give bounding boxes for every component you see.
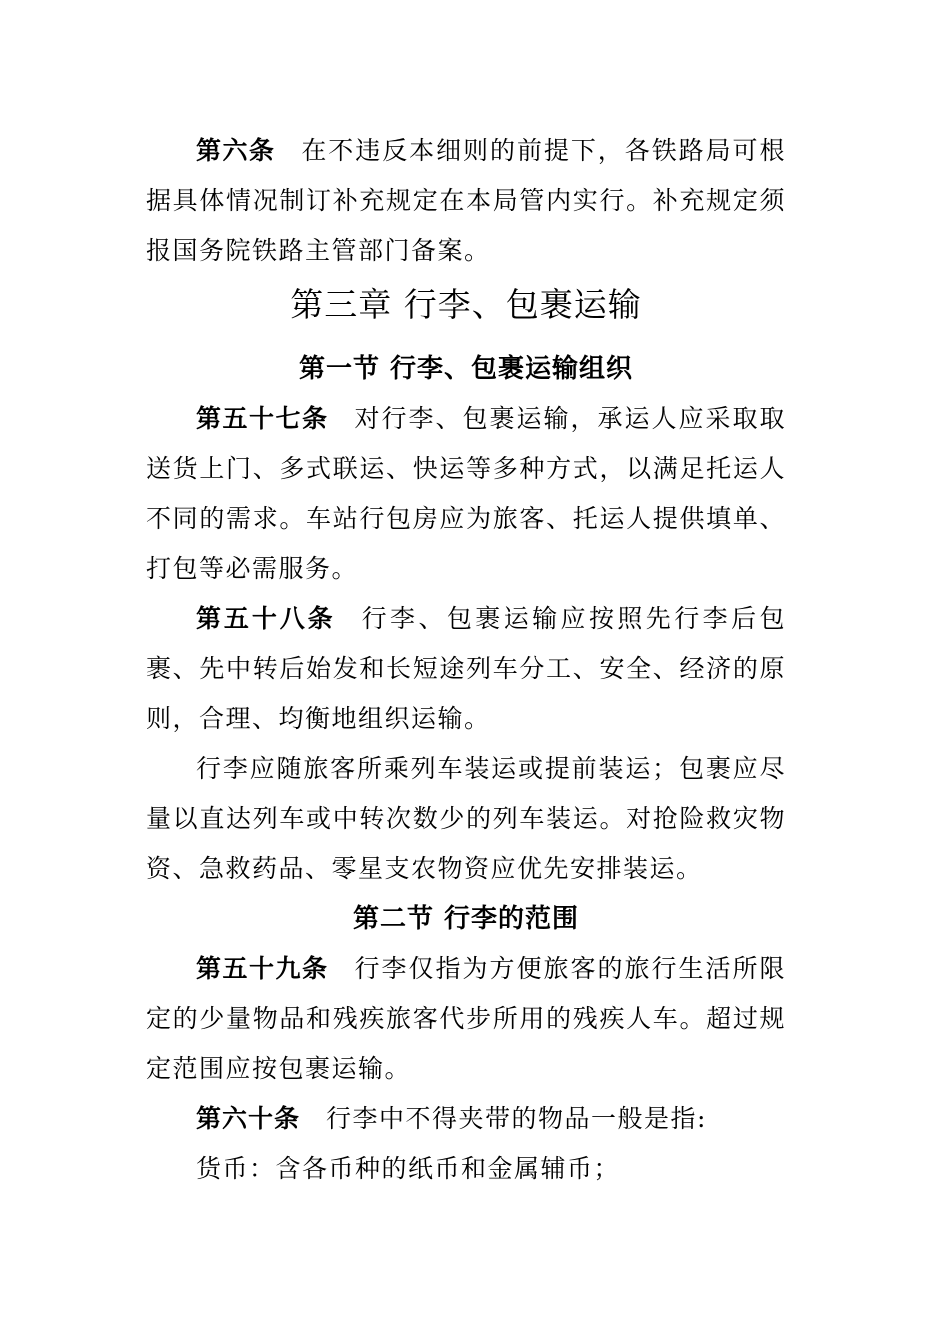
article-58-paragraph-2: 行李应随旅客所乘列车装运或提前装运；包裹应尽量以直达列车或中转次数少的列车装运。对抢险救灾物资、急救药品、零星支农物资应优先安排装运。 — [146, 754, 786, 883]
article-number: 第六条 — [196, 136, 276, 165]
article-text: 行李、包裹运输应按照先行李后包裹、先中转后始发和长短途列车分工、安全、经济的原则，合理、均衡地组织运输。 — [146, 604, 786, 733]
article-number: 第六十条 — [196, 1104, 301, 1133]
article-text: 行李仅指为方便旅客的旅行生活所限定的少量物品和残疾旅客代步所用的残疾人车。超过规定范围应按包裹运输。 — [146, 954, 786, 1083]
article-60-item-1: 货币：含各币种的纸币和金属辅币； — [196, 1154, 621, 1183]
article-text: 对行李、包裹运输，承运人应采取取送货上门、多式联运、快运等多种方式，以满足托运人不同的需求。车站行包房应为旅客、托运人提供填单、打包等必需服务。 — [146, 404, 786, 583]
article-6 — [146, 126, 786, 276]
article-number: 第五十九条 — [196, 954, 329, 983]
article-57 — [146, 394, 786, 594]
article-60 — [146, 1094, 786, 1144]
article-text: 在不违反本细则的前提下，各铁路局可根据具体情况制订补充规定在本局管内实行。补充规定须报国务院铁路主管部门备案。 — [146, 136, 786, 265]
section-title: 第一节 行李、包裹运输组织 — [298, 354, 634, 384]
section-title: 第二节 行李的范围 — [352, 904, 580, 934]
article-text: 行李中不得夹带的物品一般是指: — [326, 1104, 707, 1133]
article-number: 第五十八条 — [196, 604, 336, 633]
document-page — [146, 126, 786, 1194]
article-number: 第五十七条 — [196, 404, 329, 433]
chapter-title: 第三章 行李、包裹运输 — [290, 285, 642, 324]
article-58 — [146, 594, 786, 744]
article-59 — [146, 944, 786, 1094]
